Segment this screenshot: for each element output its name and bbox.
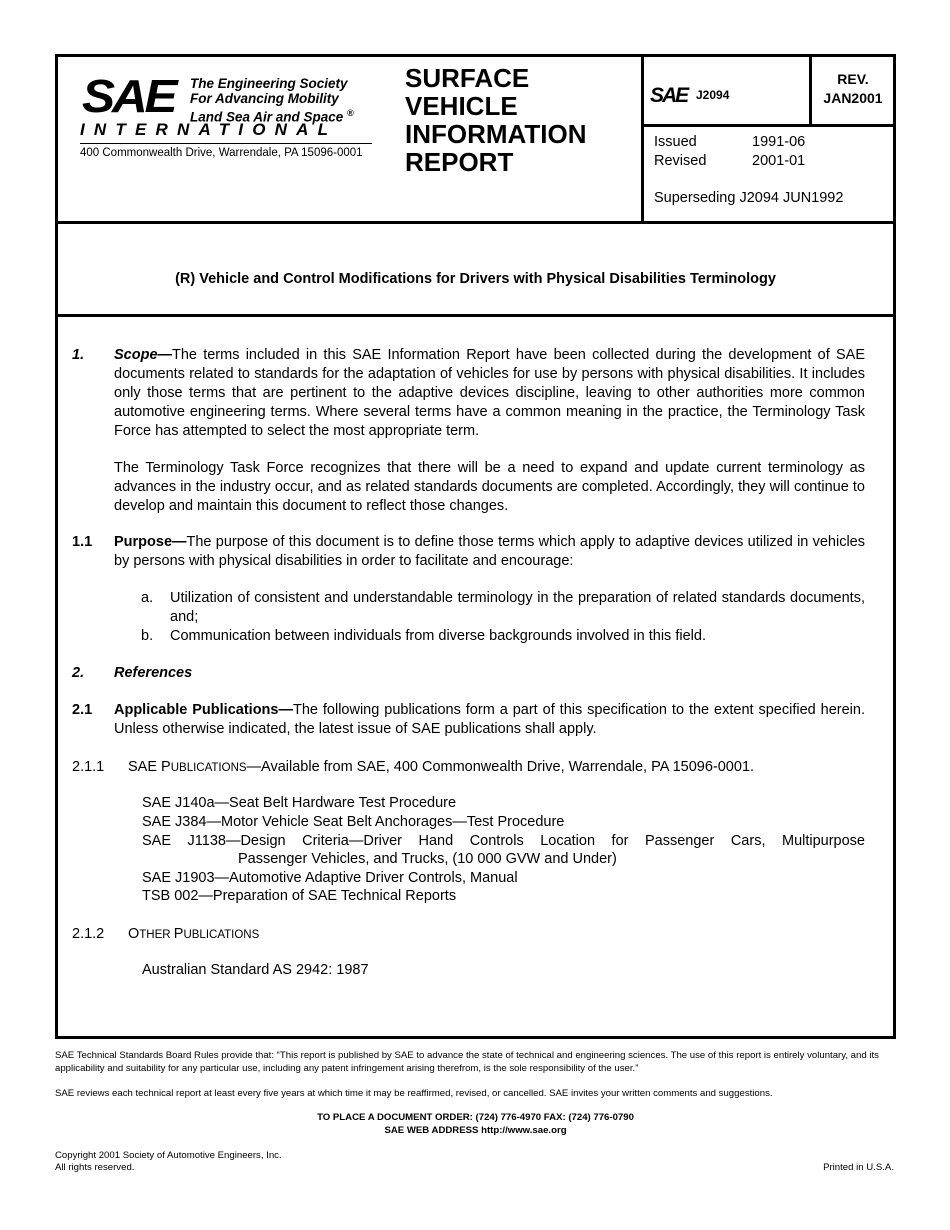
- ref-j140a: SAE J140a—Seat Belt Hardware Test Procedure: [142, 795, 457, 811]
- revised-value: 2001-01: [752, 153, 806, 169]
- sae-address: 400 Commonwealth Drive, Warrendale, PA 15096-0001: [80, 147, 363, 159]
- list-item-b: Communication between individuals from diverse backgrounds involved in this field.: [170, 628, 706, 644]
- list-item-b-letter: b.: [141, 628, 154, 644]
- ref-as2942: Australian Standard AS 2942: 1987: [142, 962, 369, 978]
- footer-review: SAE reviews each technical report at least every five years at which time it may be reaffirmed, revised, or cancelled. SAE invites your written comments and suggestions.: [55, 1088, 773, 1099]
- wordmark-rule: [80, 143, 372, 144]
- footer-order: TO PLACE A DOCUMENT ORDER: (724) 776-4970 FAX: (724) 776-0790: [317, 1112, 634, 1123]
- international-wordmark: INTERNATIONAL: [80, 120, 338, 139]
- section-2-1-number: 2.1: [72, 702, 93, 718]
- superseding-note: Superseding J2094 JUN1992: [654, 190, 844, 206]
- rev-row-divider: [641, 124, 896, 127]
- header-divider: [55, 221, 896, 224]
- section-1-scope: Scope—The terms included in this SAE Information Report have been collected during the development of SAE documents related to standards for the adaptation of vehicles for use by persons with physical disabilities. It includes only those terms that are pertinent to the adaptive devices discipline, leaving to other authorities more common automotive engineering terms. Where several terms have a common meaning in the practice, the Terminology Task Force has attempted to select the most appropriate term.: [114, 347, 865, 439]
- ref-tsb002: TSB 002—Preparation of SAE Technical Reports: [142, 888, 457, 904]
- section-2-1-2-heading: OTHER PUBLICATIONS: [128, 926, 260, 942]
- footer-rules: SAE Technical Standards Board Rules provide that: “This report is published by SAE to advance the state of technical and engineering sciences. The use of this report is entirely voluntary, and its applicability and suitability for any particular use, including any patent infringement arising therefrom, is the sole responsibility of the user.”: [55, 1050, 879, 1074]
- rev-date: JAN2001: [823, 90, 883, 106]
- document-title: (R) Vehicle and Control Modifications for Drivers with Physical Disabilities Terminology: [175, 271, 776, 287]
- title-divider: [55, 314, 896, 317]
- section-2-1-applicable: Applicable Publications—The following publications form a part of this specification to the extent specified herein. Unless otherwise indicated, the latest issue of SAE publications shall apply.: [114, 702, 865, 737]
- revision-block: [812, 70, 894, 108]
- ref-j1138-continued: Passenger Vehicles, and Trucks, (10 000 GVW and Under): [238, 851, 617, 867]
- section-1-1-purpose: Purpose—The purpose of this document is to define those terms which apply to adaptive devices utilized in vehicles by persons with physical disabilities in order to facilitate and encourage:: [114, 534, 865, 569]
- revised-label: Revised: [654, 153, 707, 169]
- doc-number: J2094: [696, 88, 730, 102]
- list-item-a-letter: a.: [141, 590, 154, 606]
- section-2-number: 2.: [72, 665, 85, 681]
- section-1-1-number: 1.1: [72, 534, 93, 550]
- footer-web: SAE WEB ADDRESS http://www.sae.org: [384, 1125, 567, 1136]
- section-2-heading: References: [114, 665, 193, 681]
- section-1-number: 1.: [72, 347, 85, 363]
- section-2-1-2-number: 2.1.2: [72, 926, 105, 942]
- issued-label: Issued: [654, 134, 697, 150]
- report-type: SURFACE VEHICLE INFORMATION REPORT: [405, 63, 587, 177]
- sae-small-logo: SAE: [650, 84, 688, 107]
- sae-tagline: The Engineering Society For Advancing Mobility Land Sea Air and Space ®: [190, 76, 354, 125]
- sae-logo: SAE: [82, 70, 175, 122]
- list-item-a: Utilization of consistent and understandable terminology in the preparation of related standards documents, and;: [170, 590, 865, 625]
- ref-j1903: SAE J1903—Automotive Adaptive Driver Controls, Manual: [142, 870, 518, 886]
- section-2-1-1-heading: SAE PUBLICATIONS—Available from SAE, 400 Commonwealth Drive, Warrendale, PA 15096-0001.: [128, 759, 755, 775]
- ref-j1138: SAE J1138—Design Criteria—Driver Hand Controls Location for Passenger Cars, Multipurpose: [142, 833, 865, 849]
- rev-label: REV.: [837, 71, 869, 87]
- ref-j384: SAE J384—Motor Vehicle Seat Belt Anchorages—Test Procedure: [142, 814, 565, 830]
- footer-rights: All rights reserved.: [55, 1162, 135, 1173]
- issued-value: 1991-06: [752, 134, 806, 150]
- header-column-divider: [641, 54, 644, 224]
- section-1-paragraph-2: The Terminology Task Force recognizes that there will be a need to expand and update current terminology as advances in the industry occur, and as related standards documents are completed. Accordingly, they will continue to develop and maintain this document to reflect those changes.: [114, 460, 865, 514]
- footer-printed: Printed in U.S.A.: [823, 1162, 894, 1173]
- footer-copyright: Copyright 2001 Society of Automotive Engineers, Inc.: [55, 1150, 282, 1161]
- section-2-1-1-number: 2.1.1: [72, 759, 105, 775]
